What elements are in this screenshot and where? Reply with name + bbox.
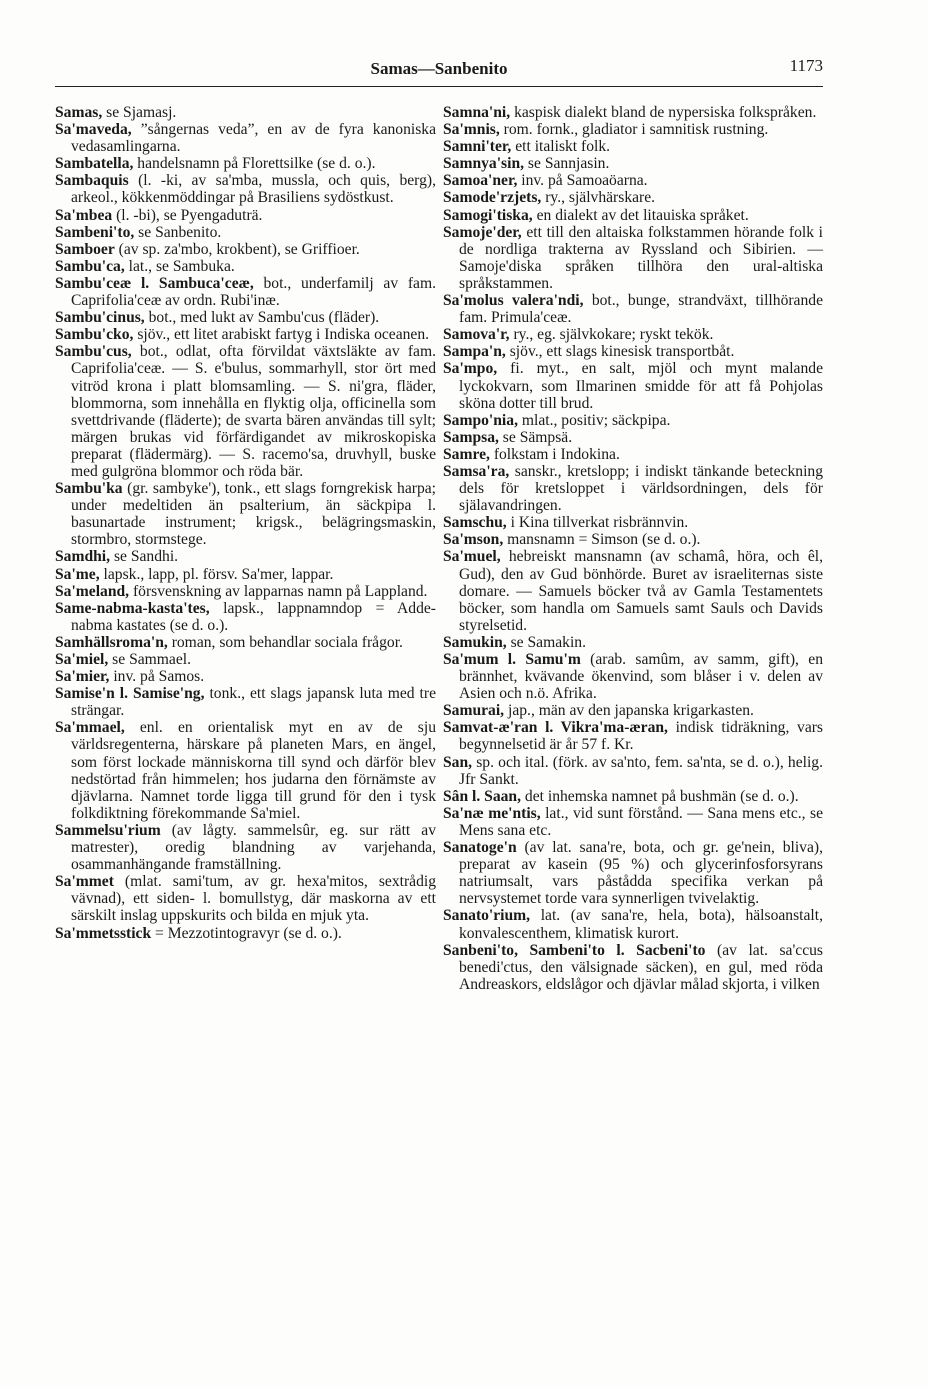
dictionary-entry bbox=[55, 583, 436, 600]
dictionary-entry bbox=[443, 429, 823, 446]
entry-definition: rom. fornk., gladiator i samnitisk rustning. bbox=[499, 121, 769, 139]
entry-headword: Sampsa, bbox=[443, 428, 499, 446]
entry-headword: Sanatoge'n bbox=[443, 839, 517, 857]
right-column bbox=[443, 104, 823, 993]
dictionary-entry bbox=[443, 634, 823, 651]
dictionary-entry bbox=[443, 514, 823, 531]
dictionary-entry bbox=[55, 224, 436, 241]
dictionary-entry bbox=[55, 566, 436, 583]
dictionary-entry bbox=[55, 343, 436, 480]
entry-definition: roman, som behandlar sociala frågor. bbox=[167, 633, 403, 651]
entry-headword: Samoa'ner, bbox=[443, 172, 518, 190]
dictionary-entry bbox=[443, 531, 823, 548]
dictionary-entry bbox=[443, 702, 823, 719]
entry-headword: Sambaquis bbox=[55, 172, 129, 190]
entry-definition: se Sanbenito. bbox=[134, 223, 222, 241]
entry-definition: ”sångernas veda”, en av de fyra kanoniska vedasamlingarna. bbox=[71, 121, 436, 156]
entry-headword: Sa'mmet bbox=[55, 873, 114, 891]
entry-definition: lapsk., lappnamndop = Adde-nabma kastates (se d. o.). bbox=[71, 599, 436, 634]
entry-definition: (av lat. sana're, bota, och gr. ge'nein, bliva), preparat av kasein (95 %) och glycerinfosforsyrans natriumsalt, vars påstådda specifika verkan på nervsystemet torde vara synnerligen tvivelaktig. bbox=[459, 839, 823, 908]
entry-headword: Sa'meland, bbox=[55, 582, 130, 600]
dictionary-entry bbox=[443, 463, 823, 514]
entry-definition: (arab. samûm, av samm, gift), en brännhet, kvävande ökenvind, som blåser i v. delen av Asien och n.ö. Afrika. bbox=[459, 651, 824, 703]
dictionary-entry bbox=[443, 224, 823, 292]
entry-definition: (av sp. za'mbo, krokbent), se Griffioer. bbox=[114, 240, 360, 258]
entry-definition: fi. myt., en salt, mjöl och mynt malande lyckokvarn, som Ilmarinen smidde för att få Pohjolas sköna dotter till brud. bbox=[459, 360, 823, 412]
entry-headword: Samna'ni, bbox=[443, 104, 511, 121]
dictionary-entry bbox=[55, 241, 436, 258]
entry-definition: sjöv., ett litet arabiskt fartyg i Indiska oceanen. bbox=[133, 326, 430, 344]
entry-definition: (gr. sambyke'), tonk., ett slags forngrekisk harpa; under medeltiden än psalterium, än säckpipa l. basunartade instrument; krigsk., belägringsmaskin, stormbro, stormstege. bbox=[71, 480, 436, 549]
dictionary-entry bbox=[443, 412, 823, 429]
entry-definition: hebreiskt mansnamn (av schamâ, höra, och êl, Gud), den av Gud bönhörde. Buret av israeliternas siste domare. — Samuels böcker två av Gamla Testamentets böcker, som handla om Samuels samt Sauls och Davids styrelsetid. bbox=[459, 548, 823, 634]
dictionary-entry bbox=[443, 121, 823, 138]
entry-definition: se Sammael. bbox=[108, 651, 191, 668]
entry-definition: ry., självhärskare. bbox=[541, 189, 656, 207]
entry-definition: mlat., positiv; säckpipa. bbox=[517, 411, 671, 429]
entry-definition: folkstam i Indokina. bbox=[489, 445, 620, 463]
dictionary-entry bbox=[55, 719, 436, 822]
entry-definition: ett italiskt folk. bbox=[511, 138, 611, 156]
page-number: 1173 bbox=[789, 56, 823, 75]
dictionary-entry bbox=[443, 805, 823, 839]
entry-headword: Samogi'tiska, bbox=[443, 206, 533, 224]
entry-headword: Samni'ter, bbox=[443, 138, 512, 156]
entry-headword: Sambu'ka bbox=[55, 480, 123, 498]
entry-definition: inv. på Samoaöarna. bbox=[517, 172, 648, 190]
entry-definition: enl. en orientalisk myt en av de sju världsregenterna, härskare på planeten Mars, en ängel, som först lockade människorna till synd och därför blev nedstörtad från himmelen; hos judarna den förnämste av djävlarna. Namnet torde ligga till grund för den i tysk folkdiktning förekommande Sa'miel. bbox=[71, 719, 436, 822]
entry-headword: Samvat-æ'ran l. Vikra'ma-æran, bbox=[443, 719, 668, 737]
entry-definition: tonk., ett slags japansk luta med tre strängar. bbox=[71, 685, 436, 720]
entry-definition: lapsk., lapp, pl. försv. Sa'mer, lappar. bbox=[99, 565, 334, 583]
entry-definition: bot., underfamilj av fam. Caprifolia'ceæ av ordn. Rubi'inæ. bbox=[71, 274, 436, 310]
dictionary-entry bbox=[55, 172, 436, 206]
entry-headword: Sambu'ceæ l. Sambuca'ceæ, bbox=[55, 274, 254, 292]
entry-headword: Samova'r, bbox=[443, 326, 510, 344]
entry-definition: lat., vid sunt förstånd. — Sana mens etc., se Mens sana etc. bbox=[459, 804, 823, 839]
entry-definition: (l. -ki, av sa'mba, mussla, och quis, berg), arkeol., kökkenmöddingar på Brasiliens sydöstkust. bbox=[71, 172, 436, 207]
entry-headword: Samsa'ra, bbox=[443, 462, 510, 480]
entry-headword: Sanbeni'to, Sambeni'to l. Sacbeni'to bbox=[443, 941, 706, 959]
entry-definition: (av lågty. sammelsûr, eg. sur rätt av matrester), oredig blandning av varjehanda, osammanhängande framställning. bbox=[71, 821, 436, 874]
entry-headword: Samoje'der, bbox=[443, 223, 522, 241]
entry-headword: Sambu'ca, bbox=[55, 257, 125, 275]
entry-headword: Sampo'nia, bbox=[443, 411, 518, 429]
dictionary-entry bbox=[443, 446, 823, 463]
entry-headword: Sa'mmael, bbox=[55, 719, 125, 737]
dictionary-entry bbox=[443, 207, 823, 224]
entry-headword: Samukin, bbox=[443, 633, 507, 651]
entry-definition: en dialekt av det litauiska språket. bbox=[532, 206, 749, 224]
dictionary-entry bbox=[55, 258, 436, 275]
dictionary-entry bbox=[443, 548, 823, 633]
left-column bbox=[55, 104, 436, 942]
entry-definition: se Samakin. bbox=[506, 633, 586, 651]
entry-headword: Samboer bbox=[55, 240, 115, 258]
entry-headword: Samise'n l. Samise'ng, bbox=[55, 685, 205, 703]
running-head: Samas—Sanbenito bbox=[370, 59, 508, 78]
entry-headword: Sa'me, bbox=[55, 565, 100, 583]
entry-headword: Samurai, bbox=[443, 702, 505, 720]
entry-headword: Sanato'rium, bbox=[443, 907, 531, 925]
entry-headword: Sa'mier, bbox=[55, 668, 110, 686]
dictionary-entry bbox=[55, 651, 436, 668]
dictionary-entry bbox=[55, 309, 436, 326]
dictionary-entry bbox=[443, 326, 823, 343]
dictionary-entry bbox=[443, 138, 823, 155]
dictionary-entry bbox=[443, 907, 823, 941]
dictionary-entry bbox=[443, 754, 823, 788]
dictionary-entry bbox=[443, 360, 823, 411]
header-rule bbox=[55, 86, 823, 87]
entry-definition: försvenskning av lapparnas namn på Lappland. bbox=[129, 582, 428, 600]
entry-headword: Sa'maveda, bbox=[55, 121, 132, 139]
entry-headword: Sa'mum l. Samu'm bbox=[443, 651, 581, 668]
dictionary-entry bbox=[55, 600, 436, 634]
entry-headword: Sa'mnis, bbox=[443, 121, 500, 139]
entry-definition: bot., odlat, ofta förvildat växtsläkte av fam. Caprifolia'ceæ. — S. e'bulus, sommarhyll, stor ört med vitröd krona i platt blomsamling. — S. ni'gra, fläder, blommorna, som innehålla en flyktig olja, officinella som svettdrivande (fläderte); de svarta bären användas till sylt; märgen brukas vid förfärdigandet av mikroskopiska preparat (flädermärg). — S. racemo'sa, druvhyll, buske med gulgröna blommor och röda bär. bbox=[71, 343, 436, 480]
dictionary-entry bbox=[55, 275, 436, 309]
dictionary-entry bbox=[55, 104, 436, 121]
entry-headword: Sambu'cus, bbox=[55, 343, 132, 361]
entry-definition: (l. -bi), se Pyengaduträ. bbox=[112, 206, 263, 224]
entry-definition: ry., eg. självkokare; ryskt tekök. bbox=[509, 326, 714, 344]
entry-definition: se Sämpsä. bbox=[498, 428, 573, 446]
entry-headword: Sammelsu'rium bbox=[55, 821, 161, 839]
entry-definition: (av lat. sa'ccus benedi'ctus, den välsignade säcken), en gul, med röda Andreaskors, eldslågor och djävlar målad skjorta, i vilken bbox=[459, 941, 823, 993]
entry-headword: San, bbox=[443, 753, 473, 771]
dictionary-entry bbox=[443, 839, 823, 907]
entry-headword: Sa'mmetsstick bbox=[55, 924, 152, 942]
dictionary-entry bbox=[55, 155, 436, 172]
dictionary-entry bbox=[443, 292, 823, 326]
dictionary-entry bbox=[55, 873, 436, 924]
dictionary-entry bbox=[55, 822, 436, 873]
entry-definition: kaspisk dialekt bland de nypersiska folkspråken. bbox=[510, 104, 817, 121]
entry-headword: Samode'rzjets, bbox=[443, 189, 542, 207]
entry-definition: sjöv., ett slags kinesisk transportbåt. bbox=[505, 343, 735, 361]
entry-definition: = Mezzotintogravyr (se d. o.). bbox=[151, 924, 342, 942]
dictionary-entry bbox=[443, 172, 823, 189]
entry-headword: Samschu, bbox=[443, 514, 507, 532]
entry-headword: Sa'miel, bbox=[55, 651, 109, 668]
dictionary-entry bbox=[55, 326, 436, 343]
entry-definition: bot., med lukt av Sambu'cus (fläder). bbox=[144, 309, 380, 327]
entry-headword: Samre, bbox=[443, 445, 490, 463]
entry-headword: Sa'muel, bbox=[443, 548, 501, 566]
entry-headword: Sa'næ me'ntis, bbox=[443, 804, 541, 822]
dictionary-entry bbox=[443, 155, 823, 172]
dictionary-entry bbox=[443, 719, 823, 753]
entry-definition: mansnamn = Simson (se d. o.). bbox=[503, 531, 701, 549]
entry-definition: i Kina tillverkat risbrännvin. bbox=[506, 514, 689, 532]
entry-definition: det inhemska namnet på bushmän (se d. o.). bbox=[521, 787, 799, 805]
dictionary-entry bbox=[443, 343, 823, 360]
dictionary-entry bbox=[55, 668, 436, 685]
entry-definition: sp. och ital. (förk. av sa'nto, fem. sa'nta, se d. o.), helig. Jfr Sankt. bbox=[459, 753, 823, 788]
dictionary-entry bbox=[55, 634, 436, 651]
dictionary-entry bbox=[443, 651, 823, 702]
dictionary-entry bbox=[55, 207, 436, 224]
entry-headword: Sampa'n, bbox=[443, 343, 506, 361]
entry-headword: Samnya'sin, bbox=[443, 155, 525, 173]
entry-definition: se Sannjasin. bbox=[524, 155, 610, 173]
entry-headword: Sân l. Saan, bbox=[443, 787, 522, 805]
entry-headword: Sambeni'to, bbox=[55, 223, 135, 241]
page-header bbox=[55, 56, 823, 86]
dictionary-entry bbox=[443, 104, 823, 121]
entry-headword: Sa'mpo, bbox=[443, 360, 498, 378]
dictionary-entry bbox=[55, 548, 436, 565]
entry-headword: Sa'mson, bbox=[443, 531, 504, 549]
dictionary-entry bbox=[443, 942, 823, 993]
entry-definition: se Sjamasj. bbox=[102, 104, 177, 121]
dictionary-entry bbox=[55, 685, 436, 719]
entry-definition: sanskr., kretslopp; i indiskt tänkande beteckning dels för kretsloppet i världsordningen, dels för själavandringen. bbox=[459, 462, 823, 515]
entry-headword: Sa'mbea bbox=[55, 206, 113, 224]
entry-definition: indisk tidräkning, vars begynnelsetid är år 57 f. Kr. bbox=[459, 719, 824, 754]
entry-headword: Sa'molus valera'ndi, bbox=[443, 292, 584, 310]
entry-definition: (mlat. sami'tum, av gr. hexa'mitos, sextrådig vävnad), ett siden- l. bomullstyg, där maskorna av ett särskilt inslag uppskurits och bilda en mjuk yta. bbox=[71, 873, 436, 925]
entry-definition: se Sandhi. bbox=[110, 548, 179, 566]
dictionary-entry bbox=[55, 480, 436, 548]
entry-definition: inv. på Samos. bbox=[109, 668, 205, 686]
entry-definition: lat., se Sambuka. bbox=[124, 257, 235, 275]
entry-headword: Samdhi, bbox=[55, 548, 111, 566]
entry-headword: Sambatella, bbox=[55, 155, 134, 173]
entry-headword: Same-nabma-kasta'tes, bbox=[55, 599, 210, 617]
entry-definition: handelsnamn på Florettsilke (se d. o.). bbox=[133, 155, 376, 173]
entry-headword: Sambu'cinus, bbox=[55, 309, 145, 327]
dictionary-entry bbox=[55, 121, 436, 155]
entry-definition: ett till den altaiska folkstammen hörande folk i de nordliga trakterna av Ryssland och Sibirien. — Samoje'diska språken tillhöra den ural-altiska språkstammen. bbox=[459, 223, 823, 292]
dictionary-entry bbox=[443, 788, 823, 805]
entry-headword: Samhällsroma'n, bbox=[55, 633, 168, 651]
entry-definition: jap., män av den japanska krigarkasten. bbox=[504, 702, 754, 720]
dictionary-entry bbox=[443, 189, 823, 206]
dictionary-entry bbox=[55, 925, 436, 942]
entry-definition: lat. (av sana're, hela, bota), hälsoanstalt, konvalescenthem, klimatisk kurort. bbox=[459, 907, 823, 942]
entry-headword: Sambu'cko, bbox=[55, 326, 134, 344]
entry-definition: bot., bunge, strandväxt, tillhörande fam. Primula'ceæ. bbox=[459, 292, 823, 327]
entry-headword: Samas, bbox=[55, 104, 103, 121]
